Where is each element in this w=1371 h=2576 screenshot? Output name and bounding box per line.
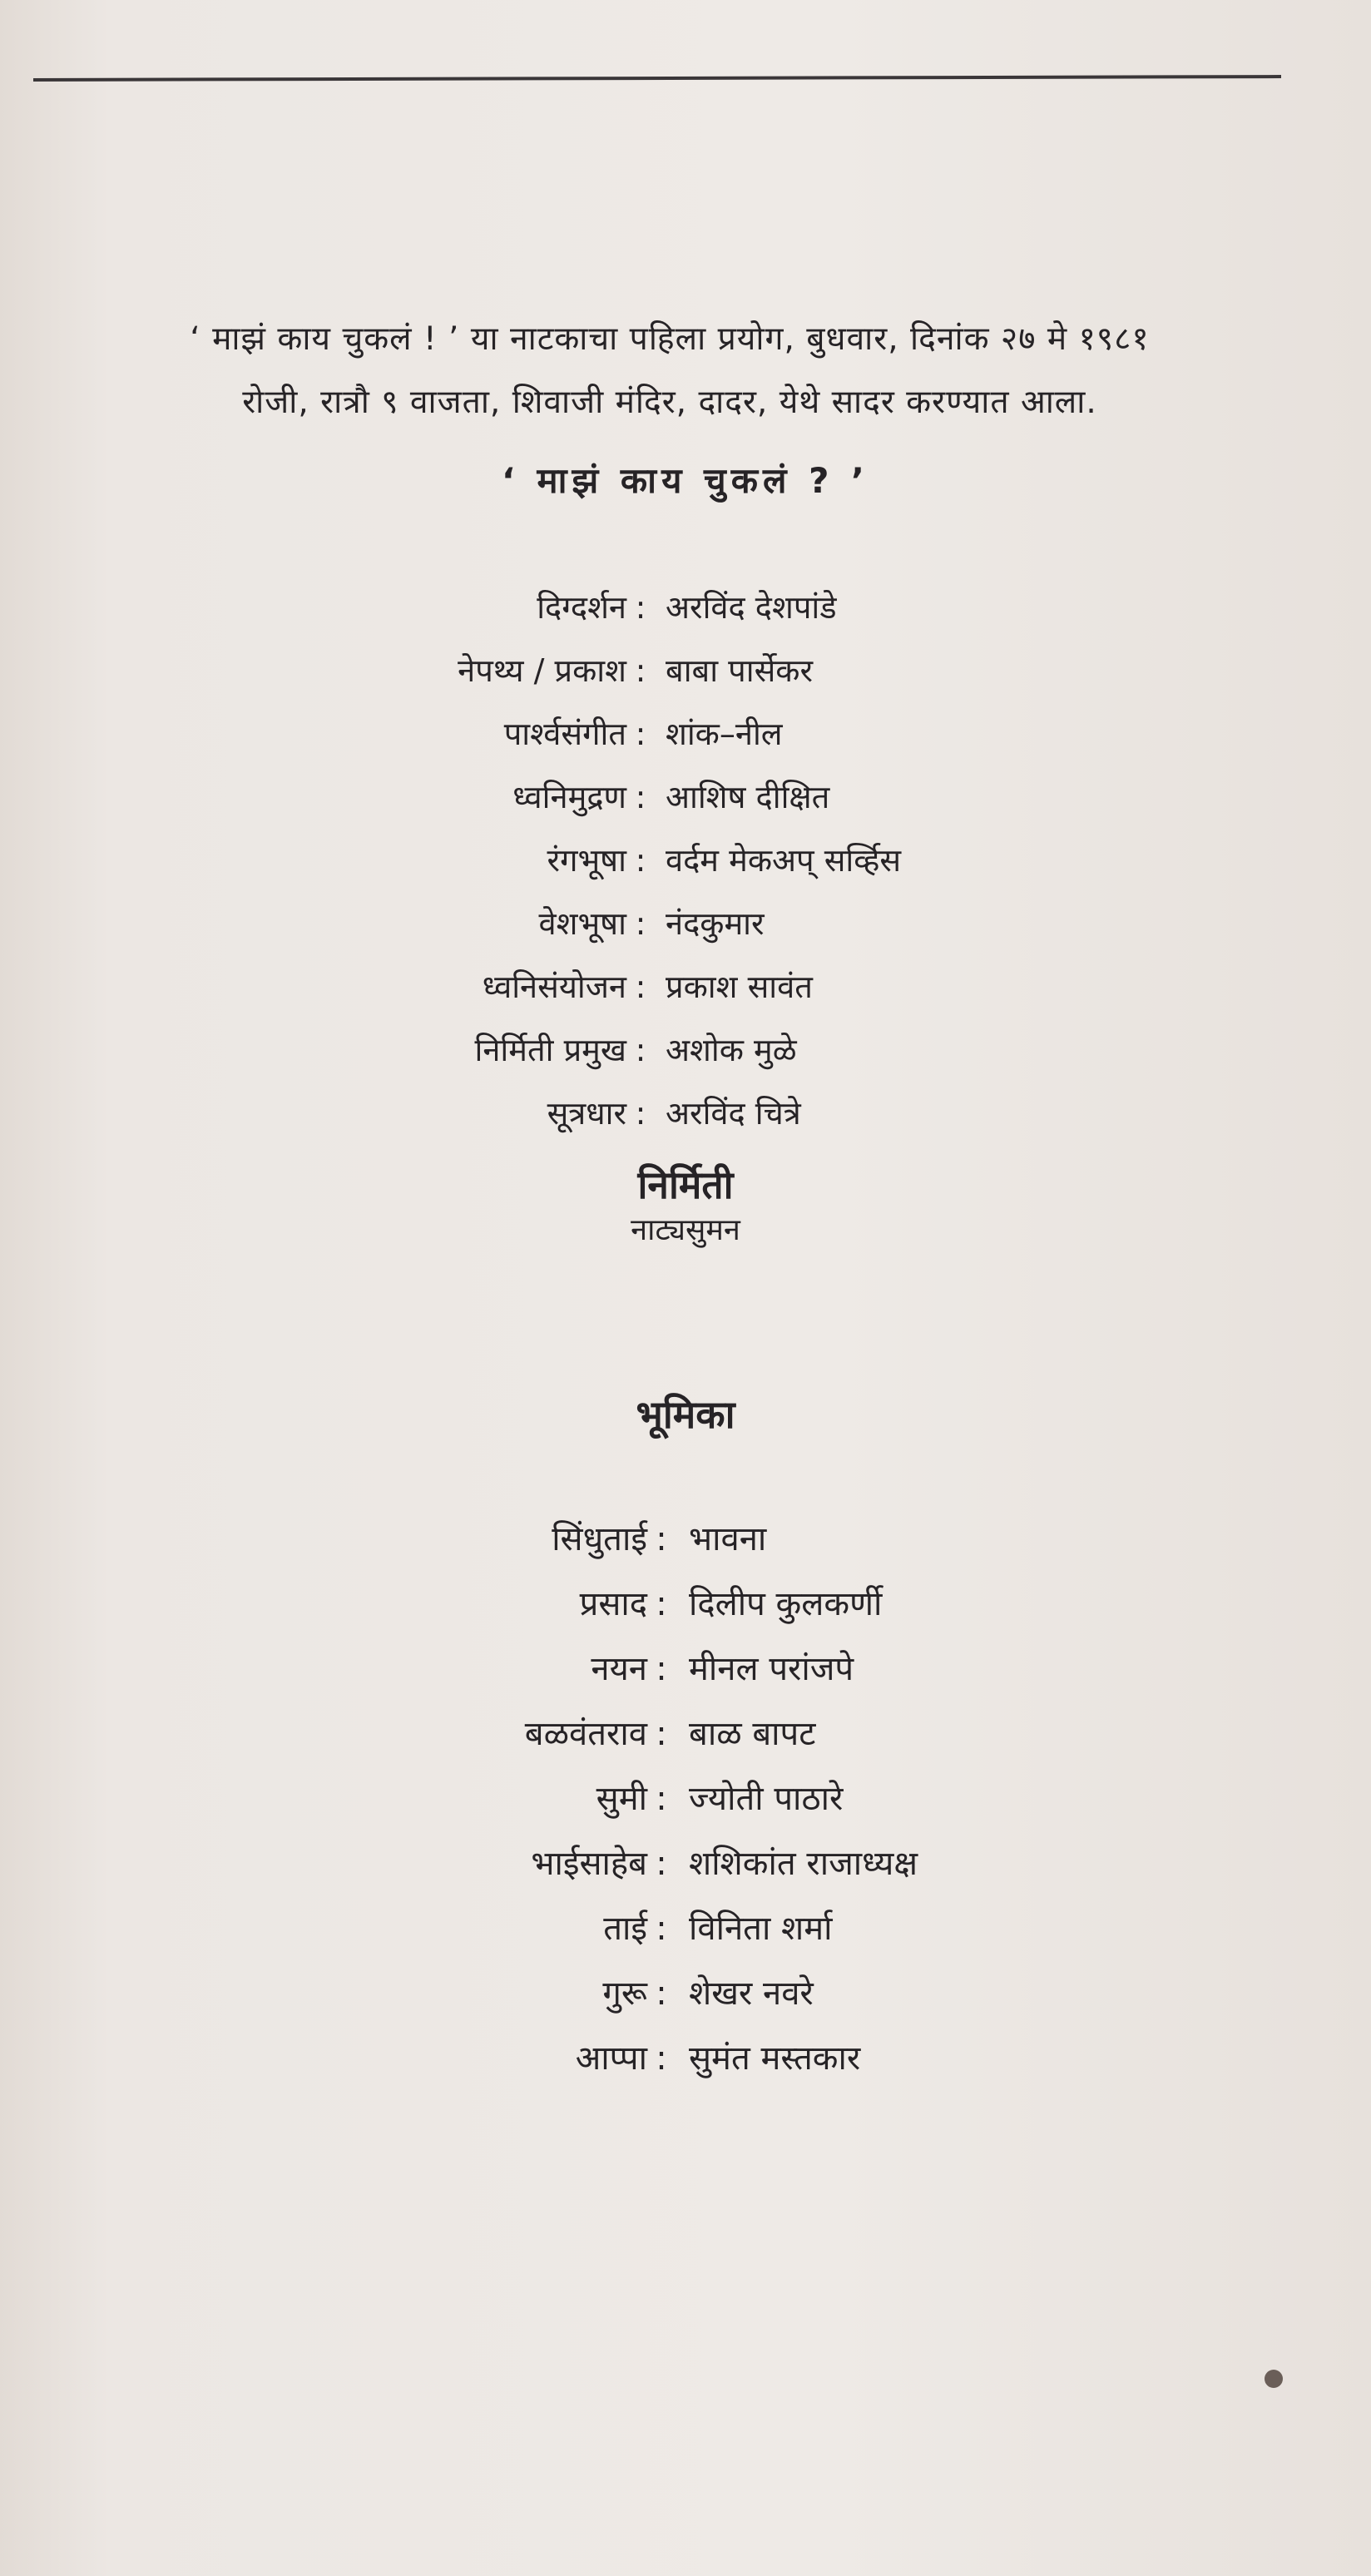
cast-name: विनिता शर्मा xyxy=(689,1910,833,1948)
separator: : xyxy=(635,842,646,879)
credit-role: नेपथ्य / प्रकाश xyxy=(458,652,626,689)
production-troupe: नाट्यसुमन xyxy=(631,1213,740,1247)
separator: : xyxy=(635,968,646,1005)
credit-row xyxy=(0,1025,1371,1075)
separator: : xyxy=(656,1974,667,2013)
production-heading: निर्मिती xyxy=(637,1162,734,1207)
credit-name: अरविंद चित्रे xyxy=(666,1095,801,1132)
top-rule xyxy=(33,75,1281,82)
credit-name: नंदकुमार xyxy=(666,905,765,942)
cast-row xyxy=(0,1642,1371,1696)
cast-row xyxy=(0,2032,1371,2085)
separator: : xyxy=(656,1520,667,1558)
credit-role: सूत्रधार xyxy=(547,1095,626,1132)
cast-row xyxy=(0,1837,1371,1890)
cast-role: ताई xyxy=(603,1910,647,1948)
cast-name: भावना xyxy=(689,1520,767,1558)
cast-name: शशिकांत राजाध्यक्ष xyxy=(689,1845,918,1883)
cast-role: आप्पा xyxy=(575,2039,647,2078)
credit-name: शांक–नील xyxy=(666,716,783,752)
cast-row xyxy=(0,1513,1371,1566)
credit-role: ध्वनिमुद्रण xyxy=(512,779,626,815)
cast-role: भाईसाहेब xyxy=(531,1845,647,1883)
credit-role: रंगभूषा xyxy=(547,842,626,879)
separator: : xyxy=(635,589,646,626)
separator: : xyxy=(656,1585,667,1623)
cast-name: मीनल परांजपे xyxy=(689,1650,854,1688)
cast-role: बळवंतराव xyxy=(524,1715,647,1753)
separator: : xyxy=(635,652,646,689)
credit-row xyxy=(0,772,1371,822)
cast-role: सुमी xyxy=(596,1780,647,1818)
separator: : xyxy=(635,1032,646,1068)
cast-name: सुमंत मस्तकार xyxy=(689,2039,861,2078)
credit-row xyxy=(0,1088,1371,1138)
cast-role: सिंधुताई xyxy=(552,1520,647,1558)
cast-name: ज्योती पाठारे xyxy=(689,1780,844,1818)
paper-spot xyxy=(1265,2370,1283,2388)
separator: : xyxy=(656,2039,667,2078)
cast-row xyxy=(0,1772,1371,1825)
credit-name: वर्दम मेकअप् सर्व्हिस xyxy=(666,842,902,879)
credit-name: अशोक मुळे xyxy=(666,1032,797,1068)
cast-name: दिलीप कुलकर्णी xyxy=(689,1585,883,1623)
credit-role: वेशभूषा xyxy=(538,905,626,942)
credit-row xyxy=(0,646,1371,696)
cast-row xyxy=(0,1707,1371,1761)
premiere-note xyxy=(33,308,1306,434)
credit-name: आशिष दीक्षित xyxy=(666,779,830,815)
cast-name: बाळ बापट xyxy=(689,1715,816,1753)
cast-role: नयन xyxy=(591,1650,647,1688)
separator: : xyxy=(635,1095,646,1132)
cast-row xyxy=(0,1578,1371,1631)
credit-row xyxy=(0,899,1371,949)
play-title: ‘ माझं काय चुकलं ? ’ xyxy=(501,460,870,501)
separator: : xyxy=(656,1650,667,1688)
credit-row xyxy=(0,835,1371,885)
separator: : xyxy=(656,1845,667,1883)
credit-row xyxy=(0,582,1371,632)
separator: : xyxy=(635,779,646,815)
credit-row xyxy=(0,709,1371,759)
cast-row xyxy=(0,1967,1371,2020)
cast-role: गुरू xyxy=(602,1974,647,2013)
cast-heading: भूमिका xyxy=(636,1392,735,1437)
credit-name: अरविंद देशपांडे xyxy=(666,589,837,626)
premiere-note-line-2: रोजी, रात्रौ ९ वाजता, शिवाजी मंदिर, दादर, येथे सादर करण्यात आला. xyxy=(242,384,1097,421)
cast-name: शेखर नवरे xyxy=(689,1974,814,2013)
credit-name: बाबा पार्सेकर xyxy=(666,652,813,689)
separator: : xyxy=(635,905,646,942)
credit-role: पार्श्वसंगीत xyxy=(503,716,626,752)
credit-role: दिग्दर्शन xyxy=(537,589,626,626)
credit-name: प्रकाश सावंत xyxy=(666,968,813,1005)
separator: : xyxy=(656,1715,667,1753)
cast-row xyxy=(0,1902,1371,1955)
separator: : xyxy=(656,1780,667,1818)
credit-row xyxy=(0,962,1371,1012)
premiere-note-line-1: ‘ माझं काय चुकलं ! ’ या नाटकाचा पहिला प्रयोग, बुधवार, दिनांक २७ मे १९८१ xyxy=(190,320,1150,358)
cast-role: प्रसाद xyxy=(579,1585,647,1623)
separator: : xyxy=(635,716,646,752)
credit-role: निर्मिती प्रमुख xyxy=(474,1032,626,1068)
separator: : xyxy=(656,1910,667,1948)
credit-role: ध्वनिसंयोजन xyxy=(482,968,626,1005)
